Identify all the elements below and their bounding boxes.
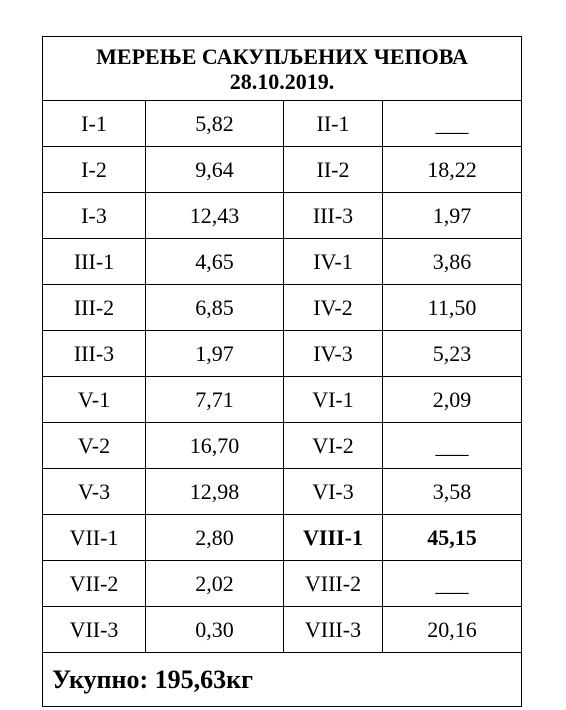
class-label: I-3	[43, 193, 146, 239]
class-value: 5,23	[383, 331, 522, 377]
class-label: V-2	[43, 423, 146, 469]
table-row	[43, 607, 522, 653]
class-value: 2,09	[383, 377, 522, 423]
class-label: II-2	[284, 147, 383, 193]
class-value: 0,30	[146, 607, 284, 653]
table-row	[43, 377, 522, 423]
table-row	[43, 239, 522, 285]
class-value: 1,97	[146, 331, 284, 377]
class-label: VII-1	[43, 515, 146, 561]
class-value: ___	[383, 101, 522, 147]
class-value: 2,80	[146, 515, 284, 561]
table-row	[43, 469, 522, 515]
class-value: 12,43	[146, 193, 284, 239]
class-value: 3,86	[383, 239, 522, 285]
table-row	[43, 423, 522, 469]
class-label: III-3	[43, 331, 146, 377]
table-row	[43, 101, 522, 147]
class-value: 16,70	[146, 423, 284, 469]
table-row	[43, 561, 522, 607]
table-title	[43, 37, 522, 101]
top-class-label: VIII-1	[284, 515, 383, 561]
class-label: VII-2	[43, 561, 146, 607]
class-label: VIII-3	[284, 607, 383, 653]
class-label: V-3	[43, 469, 146, 515]
title-date: 28.10.2019.	[229, 68, 335, 94]
class-value: 18,22	[383, 147, 522, 193]
class-label: VI-3	[284, 469, 383, 515]
total-sum: Укупно: 195,63кг	[43, 653, 522, 707]
measurement-table	[42, 36, 522, 707]
class-value: 7,71	[146, 377, 284, 423]
class-label: V-1	[43, 377, 146, 423]
class-value: 1,97	[383, 193, 522, 239]
class-value: 9,64	[146, 147, 284, 193]
title-row	[43, 37, 522, 101]
class-label: III-3	[284, 193, 383, 239]
class-label: IV-1	[284, 239, 383, 285]
table-row	[43, 193, 522, 239]
table-row	[43, 285, 522, 331]
class-label: VIII-2	[284, 561, 383, 607]
class-label: VI-2	[284, 423, 383, 469]
table-row	[43, 331, 522, 377]
class-label: VII-3	[43, 607, 146, 653]
class-value: 4,65	[146, 239, 284, 285]
class-value: 3,58	[383, 469, 522, 515]
top-class-value: 45,15	[383, 515, 522, 561]
class-value: 6,85	[146, 285, 284, 331]
table-row	[43, 147, 522, 193]
class-value: ___	[383, 423, 522, 469]
class-value: ___	[383, 561, 522, 607]
class-label: I-2	[43, 147, 146, 193]
class-value: 11,50	[383, 285, 522, 331]
class-value: 2,02	[146, 561, 284, 607]
table-row	[43, 515, 522, 561]
class-value: 12,98	[146, 469, 284, 515]
total-row	[43, 653, 522, 707]
class-label: III-1	[43, 239, 146, 285]
title-heading: МЕРЕЊЕ САКУПЉЕНИХ ЧЕПОВА	[96, 43, 468, 69]
class-label: IV-3	[284, 331, 383, 377]
class-label: VI-1	[284, 377, 383, 423]
class-label: IV-2	[284, 285, 383, 331]
class-value: 5,82	[146, 101, 284, 147]
class-label: I-1	[43, 101, 146, 147]
class-label: III-2	[43, 285, 146, 331]
class-value: 20,16	[383, 607, 522, 653]
class-label: II-1	[284, 101, 383, 147]
